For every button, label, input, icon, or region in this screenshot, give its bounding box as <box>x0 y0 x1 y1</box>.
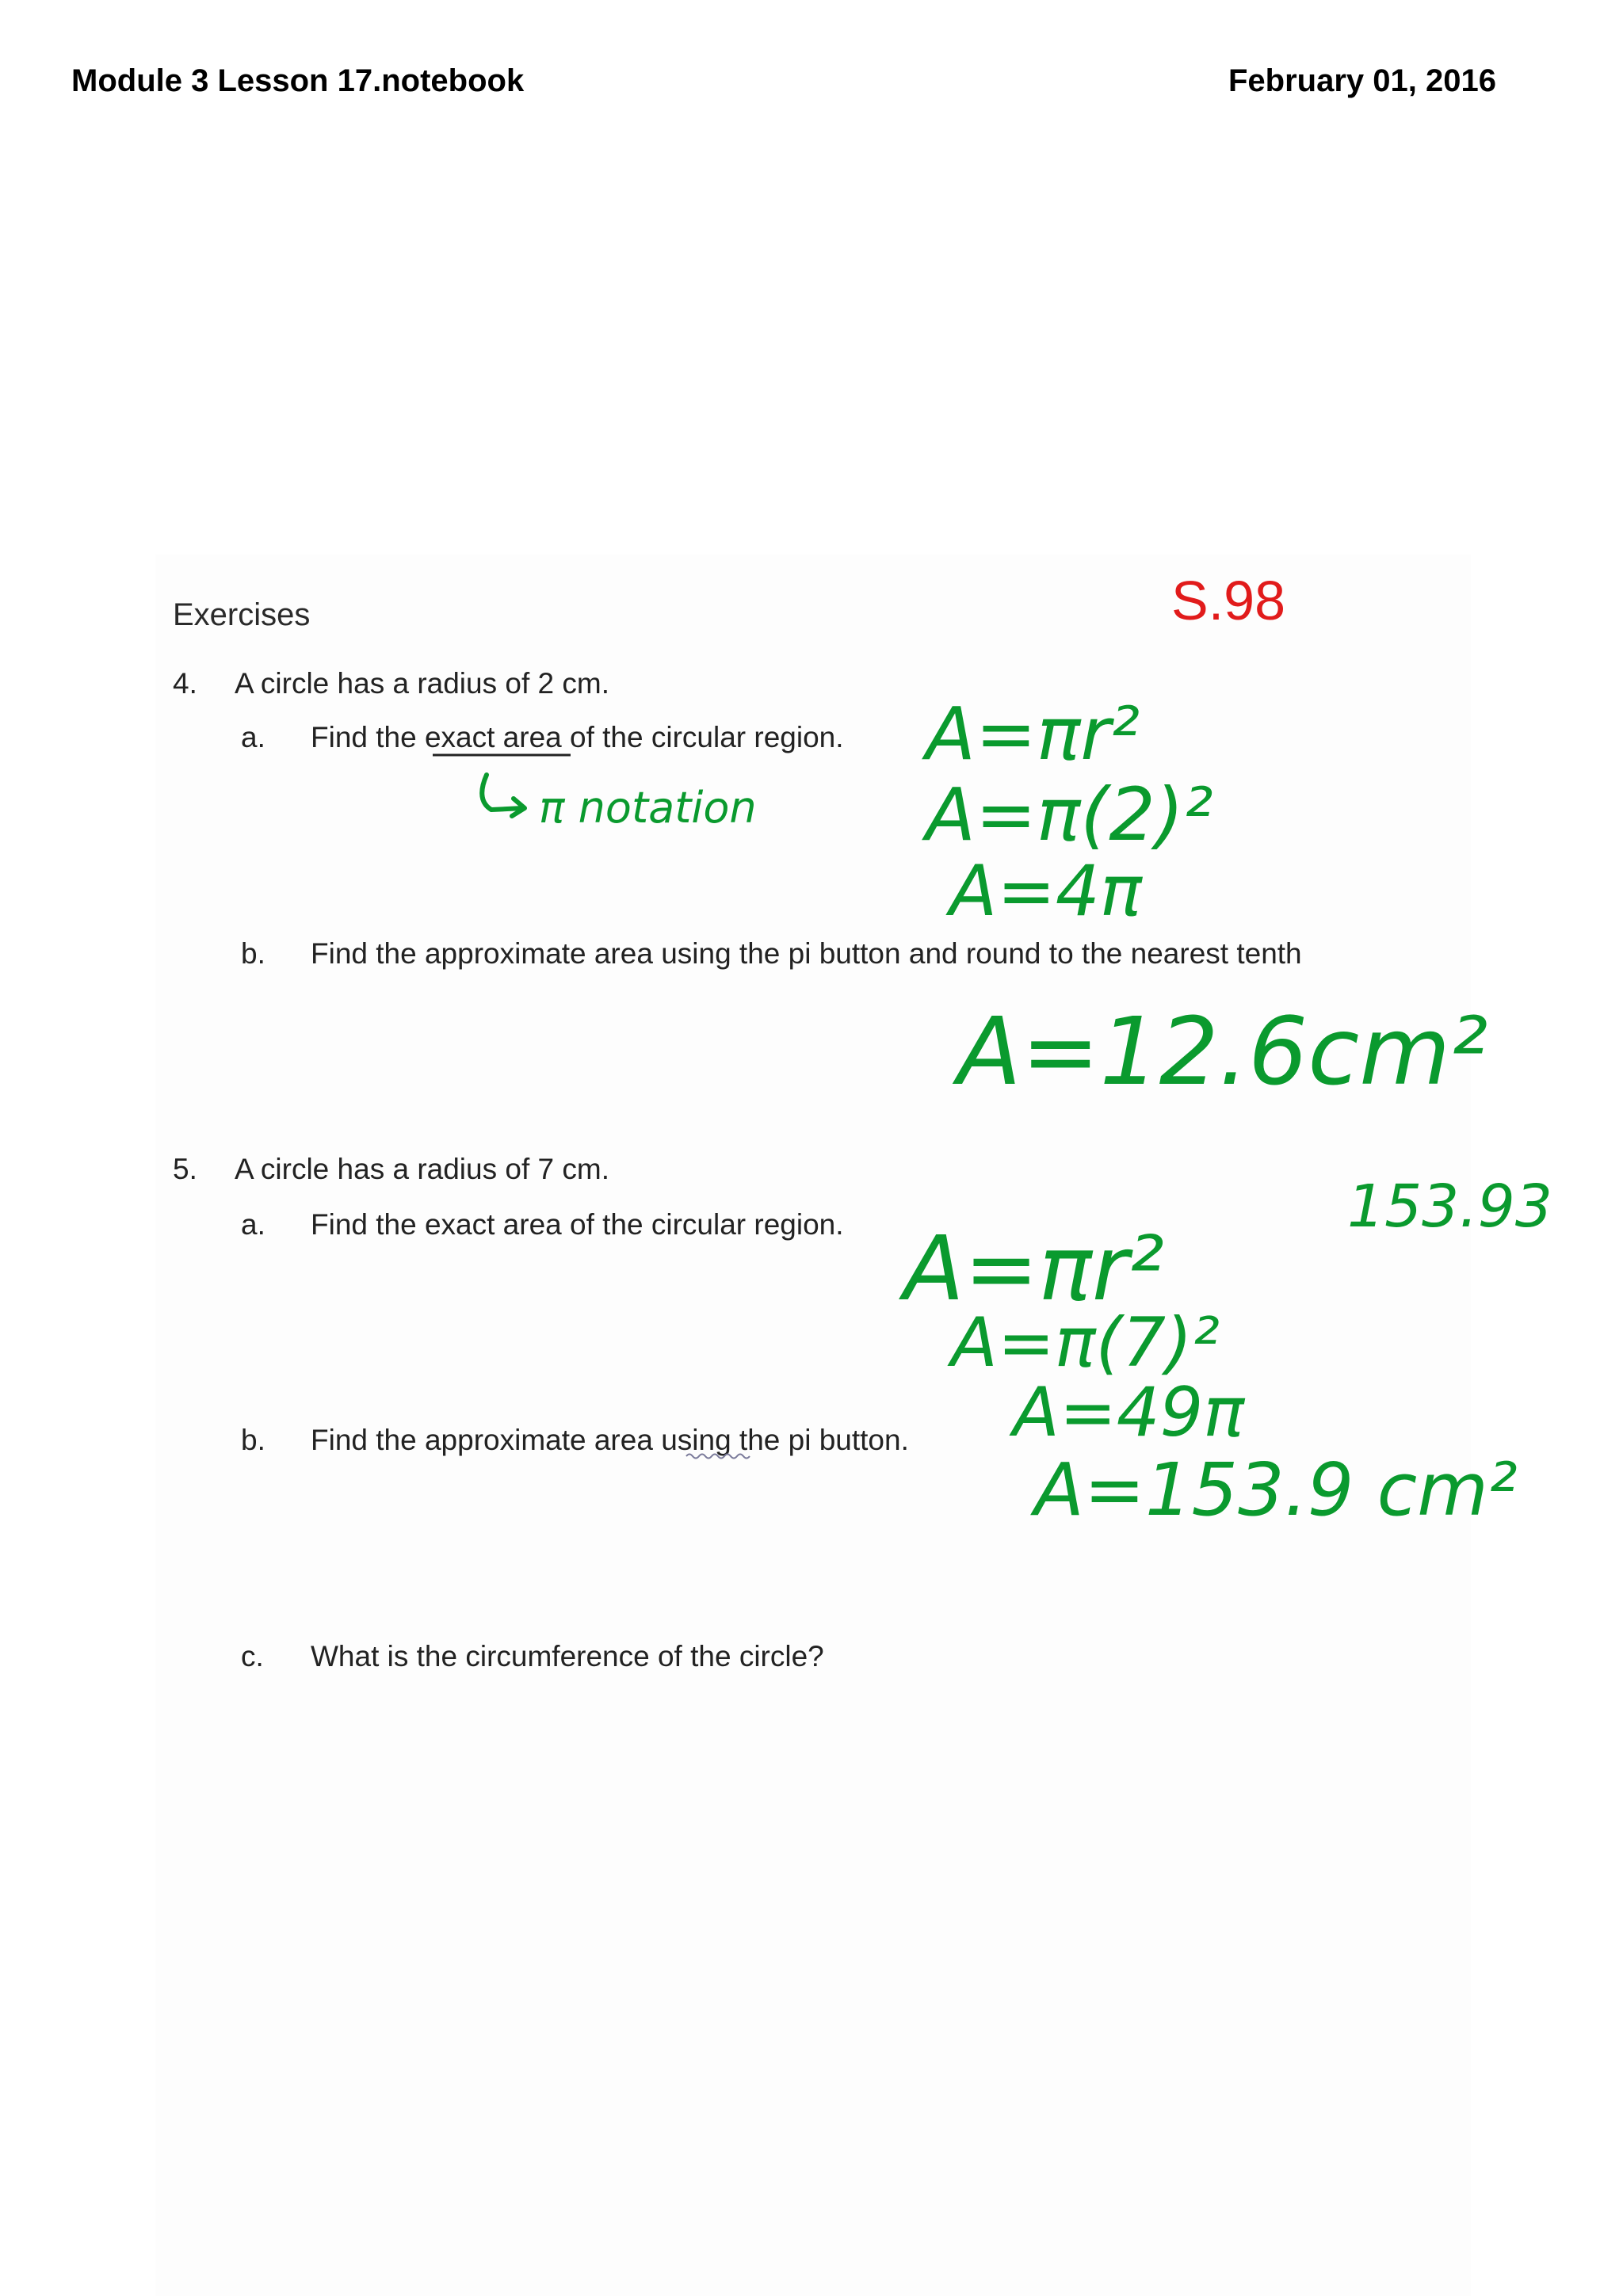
question-5a-letter: a. <box>241 1208 265 1241</box>
q5-work-line-2: A=π(7)² <box>951 1303 1220 1383</box>
question-5-text: A circle has a radius of 7 cm. <box>235 1153 609 1185</box>
notebook-date: February 01, 2016 <box>1228 63 1496 98</box>
question-4-number: 4. <box>173 667 197 700</box>
q5-work-line-3: A=49π <box>1013 1373 1245 1452</box>
spellcheck-underline <box>686 1455 750 1459</box>
question-5a-text: Find the exact area of the circular region. <box>311 1208 844 1241</box>
question-5c-text: What is the circumference of the circle? <box>311 1640 824 1672</box>
q4-work-line-2: A=π(2)² <box>926 772 1213 857</box>
q5-side-value: 153.93 <box>1347 1173 1552 1241</box>
question-5b-letter: b. <box>241 1424 265 1456</box>
exercises-heading: Exercises <box>173 597 311 632</box>
question-5c-letter: c. <box>241 1640 264 1672</box>
question-5b-text: Find the approximate area using the pi button. <box>311 1424 909 1456</box>
q4-answer: A=12.6cm² <box>957 997 1488 1106</box>
question-4a-letter: a. <box>241 721 265 753</box>
question-4a-text: Find the exact area of the circular region. <box>311 721 844 753</box>
question-4b-letter: b. <box>241 937 265 970</box>
notebook-title: Module 3 Lesson 17.notebook <box>71 63 525 98</box>
page-reference: S.98 <box>1171 570 1285 631</box>
q4-work-line-3: A=4π <box>949 850 1142 932</box>
q5-answer: A=153.9 cm² <box>1034 1447 1518 1532</box>
q4-work-line-1: A=πr² <box>926 692 1140 776</box>
question-5-number: 5. <box>173 1153 197 1185</box>
q5-work-line-1: A=πr² <box>903 1218 1164 1321</box>
question-4b-text: Find the approximate area using the pi button and round to the nearest tenth <box>311 937 1302 970</box>
question-4-text: A circle has a radius of 2 cm. <box>235 667 609 700</box>
pi-notation-note: π notation <box>539 783 757 833</box>
